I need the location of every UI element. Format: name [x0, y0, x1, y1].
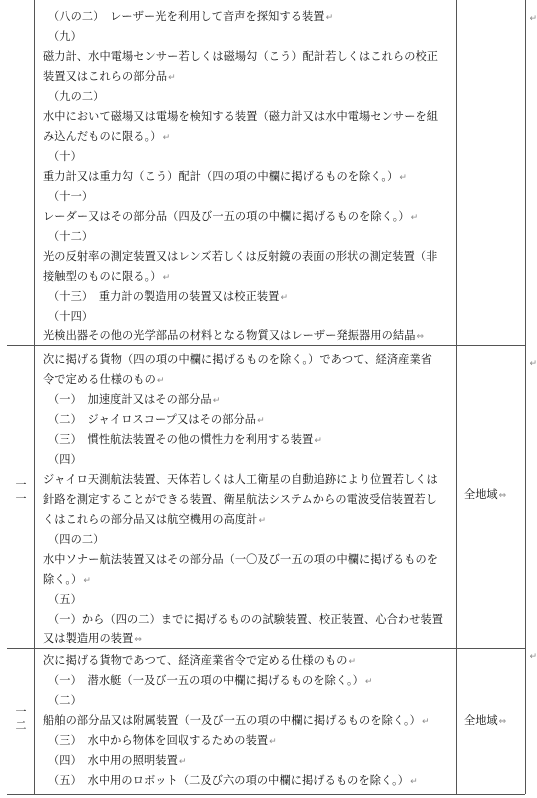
text-line: 水中において磁場又は電場を検知する装置（磁力計又は水中電場センサーを組	[43, 110, 439, 123]
goods-description-cell	[35, 648, 457, 794]
text-line: （九）	[48, 30, 82, 43]
item-number-cell	[7, 345, 35, 648]
goods-description-cell	[35, 345, 457, 648]
region-cell	[457, 0, 537, 345]
text-line: 次に掲げる貨物（四の項の中欄に掲げるものを除く。）であつて、経済産業省	[43, 353, 433, 366]
text-line: 除く。）↵	[43, 573, 91, 586]
text-line: （一） 潜水艇（一及び一五の項の中欄に掲げるものを除く。）↵	[48, 674, 373, 687]
text-line: （五）	[48, 593, 82, 606]
text-line: み込んだものに限る。）↵	[43, 130, 171, 143]
text-line: （九の二）	[48, 90, 105, 103]
text-line: 光検出器その他の光学部品の材料となる物質又はレーザー発振器用の結晶⇔	[43, 329, 425, 342]
text-line: （一）から（四の二）までに掲げるものの試験装置、校正装置、心合わせ装置	[48, 613, 444, 626]
text-line: 針路を測定することができる装置、衛星航法システムからの電波受信装置若し	[43, 493, 437, 506]
item-number-cell	[7, 648, 35, 794]
text-line: （四の二）	[48, 533, 105, 546]
text-line: （四）	[48, 453, 82, 466]
text-line: （三） 慣性航法装置その他の慣性力を利用する装置↵	[48, 433, 322, 446]
text-line: 接触型のものに限る。）↵	[43, 270, 171, 283]
text-line: （三） 水中から物体を回収するための装置↵	[48, 734, 277, 747]
text-line: （十一）	[48, 190, 94, 203]
text-line: （二）	[48, 694, 82, 707]
text-line: （十四）	[48, 310, 94, 323]
text-line: 又は製造用の装置⇔	[43, 632, 142, 645]
row-end-mark: ↵	[529, 14, 537, 24]
item-number: 一 二	[15, 705, 27, 732]
region-cell	[457, 648, 537, 794]
region-text: 全地域⇔	[464, 714, 507, 727]
text-line: 重力計又は重力勾（こう）配計（四の項の中欄に掲げるものを除く。）↵	[43, 170, 408, 183]
text-line: （四） 水中用の照明装置↵	[48, 754, 187, 767]
text-line: 令で定める仕様のもの↵	[43, 373, 165, 386]
text-line: 装置又はこれらの部分品↵	[43, 70, 176, 83]
text-line: 磁力計、水中電場センサー若しくは磁場勾（こう）配計若しくはこれらの校正	[43, 50, 439, 63]
table-row	[7, 345, 537, 649]
text-line: 次に掲げる貨物であつて、経済産業省令で定める仕様のもの↵	[43, 654, 357, 667]
item-number-cell	[7, 0, 35, 345]
table-row	[7, 648, 537, 795]
text-line: レーダー又はその部分品（四及び一五の項の中欄に掲げるものを除く。）↵	[43, 210, 419, 223]
table-row	[7, 0, 537, 346]
text-line: （十二）	[48, 230, 94, 243]
item-number: 一 一	[15, 478, 27, 505]
text-line: 光の反射率の測定装置又はレンズ若しくは反射鏡の表面の形状の測定装置（非	[43, 250, 438, 263]
row-end-mark: ↵	[529, 652, 537, 662]
text-line: （十）	[48, 150, 82, 163]
region-cell	[457, 345, 537, 648]
text-line: 水中ソナー航法装置又はその部分品（一〇及び一五の項の中欄に掲げるものを	[43, 553, 439, 566]
text-line: くはこれらの部分品又は航空機用の高度計↵	[43, 513, 267, 526]
text-line: 船舶の部分品又は附属装置（一及び一五の項の中欄に掲げるものを除く。）↵	[43, 714, 430, 727]
row-end-mark: ↵	[529, 359, 537, 369]
text-line: （一） 加速度計又はその部分品↵	[48, 393, 221, 406]
text-line: （五） 水中用のロボット（二及び六の項の中欄に掲げるものを除く。）↵	[48, 774, 418, 787]
region-text: 全地域⇔	[464, 488, 507, 501]
text-line: （二） ジャイロスコープ又はその部分品↵	[48, 413, 265, 426]
text-line: （八の二） レーザー光を利用して音声を探知する装置↵	[48, 10, 334, 23]
goods-description-cell	[35, 0, 457, 345]
text-line: ジャイロ天測航法装置、天体若しくは人工衛星の自動追跡により位置若しくは	[43, 473, 438, 486]
text-line: （十三） 重力計の製造用の装置又は校正装置↵	[48, 290, 289, 303]
